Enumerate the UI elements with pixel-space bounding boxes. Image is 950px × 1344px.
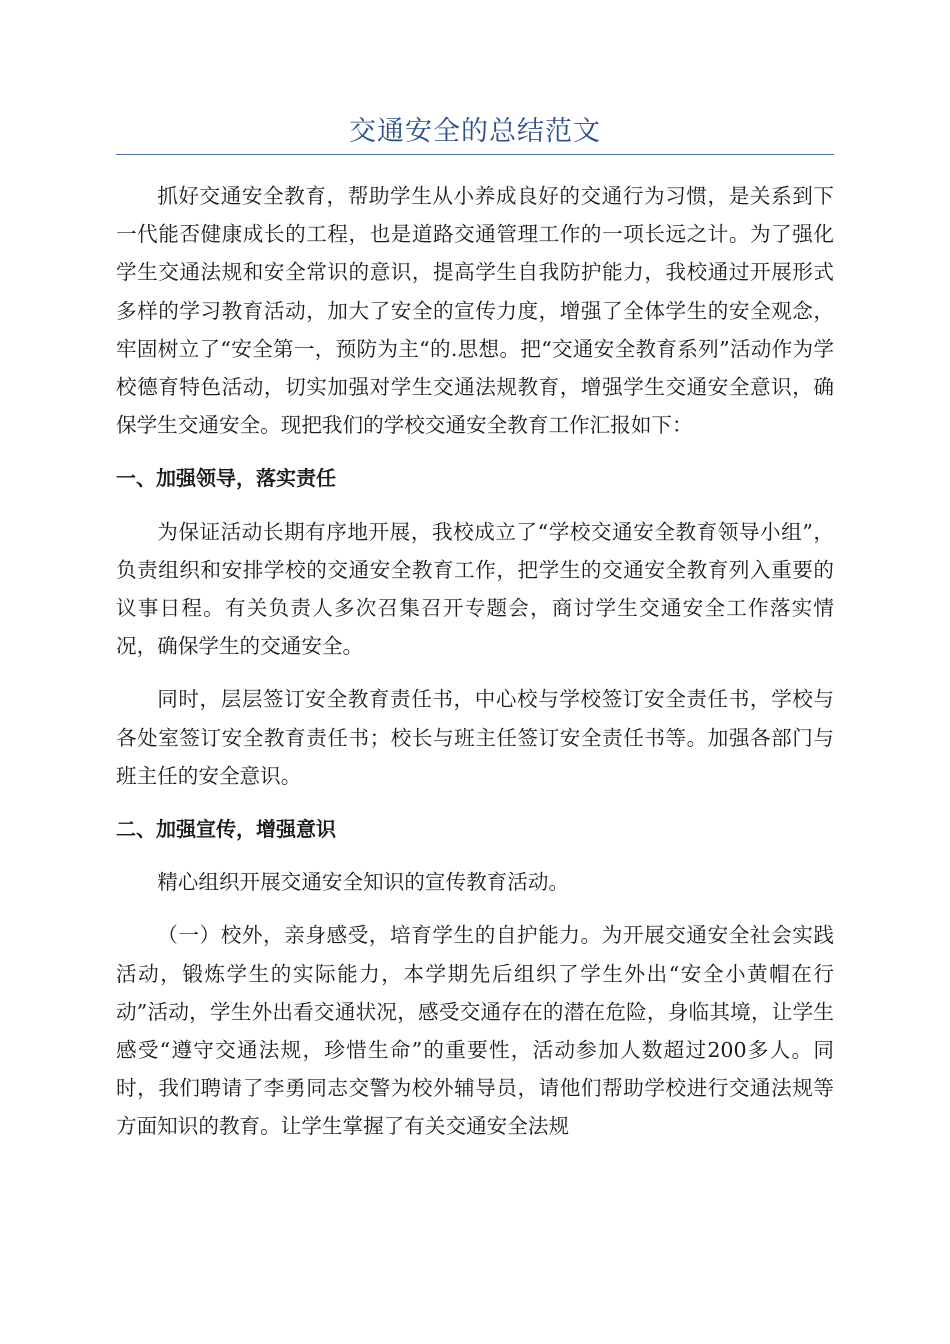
title-underline	[116, 154, 834, 155]
section-heading-1: 一、加强领导，落实责任	[116, 466, 336, 491]
intro-paragraph: 抓好交通安全教育，帮助学生从小养成良好的交通行为习惯，是关系到下一代能否健康成长的工程，也是道路交通管理工作的一项长远之计。为了强化学生交通法规和安全常识的意识，提高学生自我防护能力，我校通过开展形式多样的学习教育活动，加大了安全的宣传力度，增强了全体学生的安全观念，牢固树立了“安全第一，预防为主“的.思想。把“交通安全教育系列”活动作为学校德育特色活动，切实加强对学生交通法规教育，增强学生交通安全意识，确保学生交通安全。现把我们的学校交通安全教育工作汇报如下：	[116, 184, 834, 438]
section-2-paragraph-2: （一）校外，亲身感受，培育学生的自护能力。为开展交通安全社会实践活动，锻炼学生的实际能力，本学期先后组织了学生外出“安全小黄帽在行动”活动，学生外出看交通状况，感受交通存在的潜在危险，身临其境，让学生感受“遵守交通法规，珍惜生命”的重要性，活动参加人数超过200多人。同时，我们聘请了李勇同志交警为校外辅导员，请他们帮助学校进行交通法规等方面知识的教育。让学生掌握了有关交通安全法规	[116, 923, 834, 1139]
section-1-paragraph-1: 为保证活动长期有序地开展，我校成立了“学校交通安全教育领导小组”，负责组织和安排学校的交通安全教育工作，把学生的交通安全教育列入重要的议事日程。有关负责人多次召集召开专题会，商讨学生交通安全工作落实情况，确保学生的交通安全。	[116, 519, 834, 659]
section-1-paragraph-2: 同时，层层签订安全教育责任书，中心校与学校签订安全责任书，学校与各处室签订安全教育责任书；校长与班主任签订安全责任书等。加强各部门与班主任的安全意识。	[116, 687, 834, 788]
document-body	[116, 177, 834, 1161]
section-heading-2: 二、加强宣传，增强意识	[116, 817, 336, 842]
document-title: 交通安全的总结范文	[349, 116, 601, 147]
section-2-paragraph-1: 精心组织开展交通安全知识的宣传教育活动。	[157, 870, 570, 895]
